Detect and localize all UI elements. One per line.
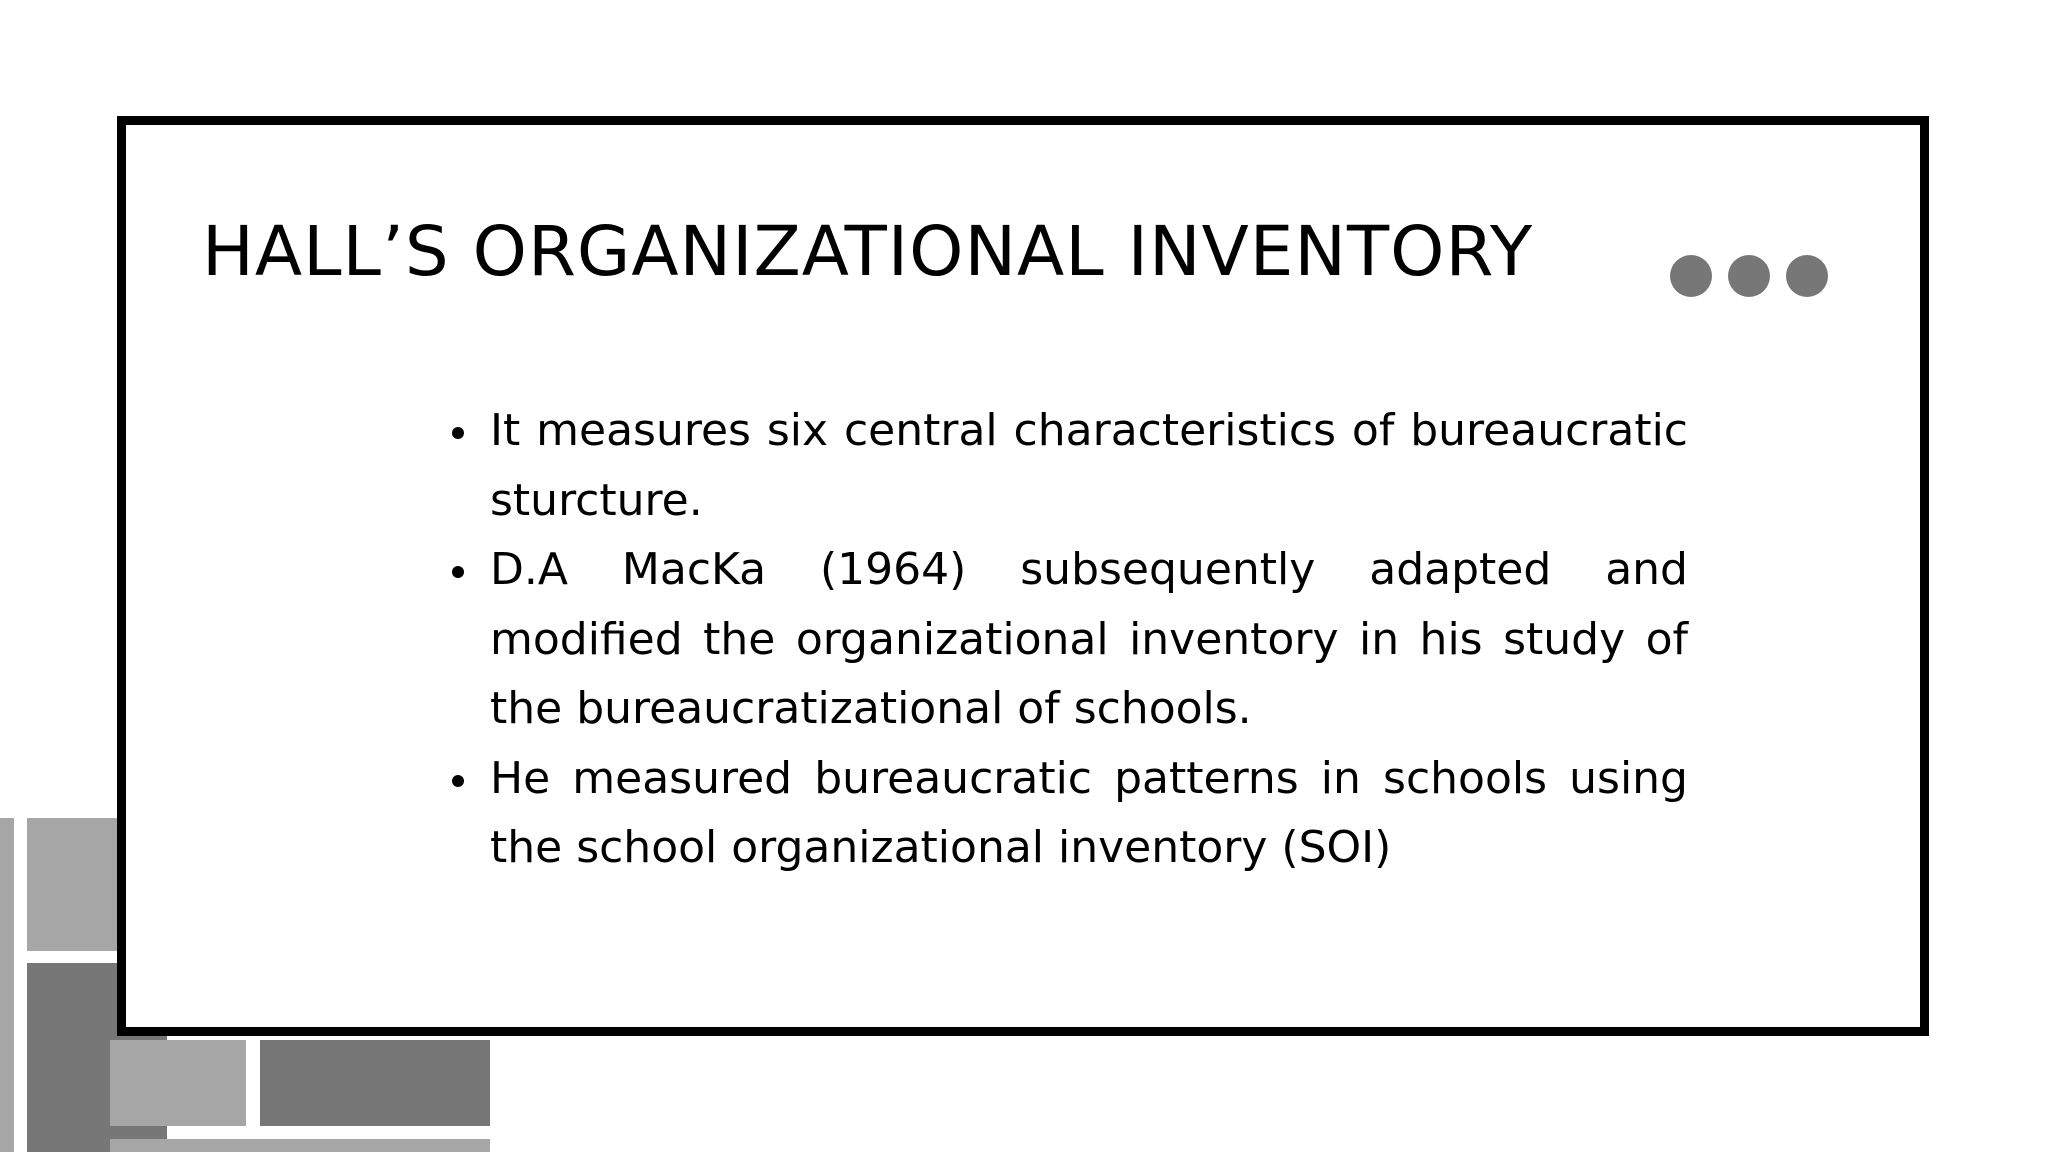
- deco-bar-left-edge: [0, 818, 14, 1152]
- slide-title: HALL’S ORGANIZATIONAL INVENTORY: [202, 212, 1534, 292]
- bullet-item: It measures six central characteristics of bureaucratic sturcture.: [490, 396, 1688, 535]
- ellipsis-dots-icon: [1670, 255, 1828, 297]
- deco-block-light-lower: [110, 1040, 246, 1126]
- bullet-item: He measured bureaucratic patterns in schools using the school organizational inventory (SOI): [490, 744, 1688, 883]
- bullet-list: [490, 396, 1688, 883]
- dot-3: [1786, 255, 1828, 297]
- bullet-item: D.A MacKa (1964) subsequently adapted and modified the organizational inventory in his study of the bureaucratizational of schools.: [490, 535, 1688, 744]
- dot-2: [1728, 255, 1770, 297]
- dot-1: [1670, 255, 1712, 297]
- deco-bar-bottom: [110, 1139, 490, 1152]
- deco-block-dark-lower: [260, 1040, 490, 1126]
